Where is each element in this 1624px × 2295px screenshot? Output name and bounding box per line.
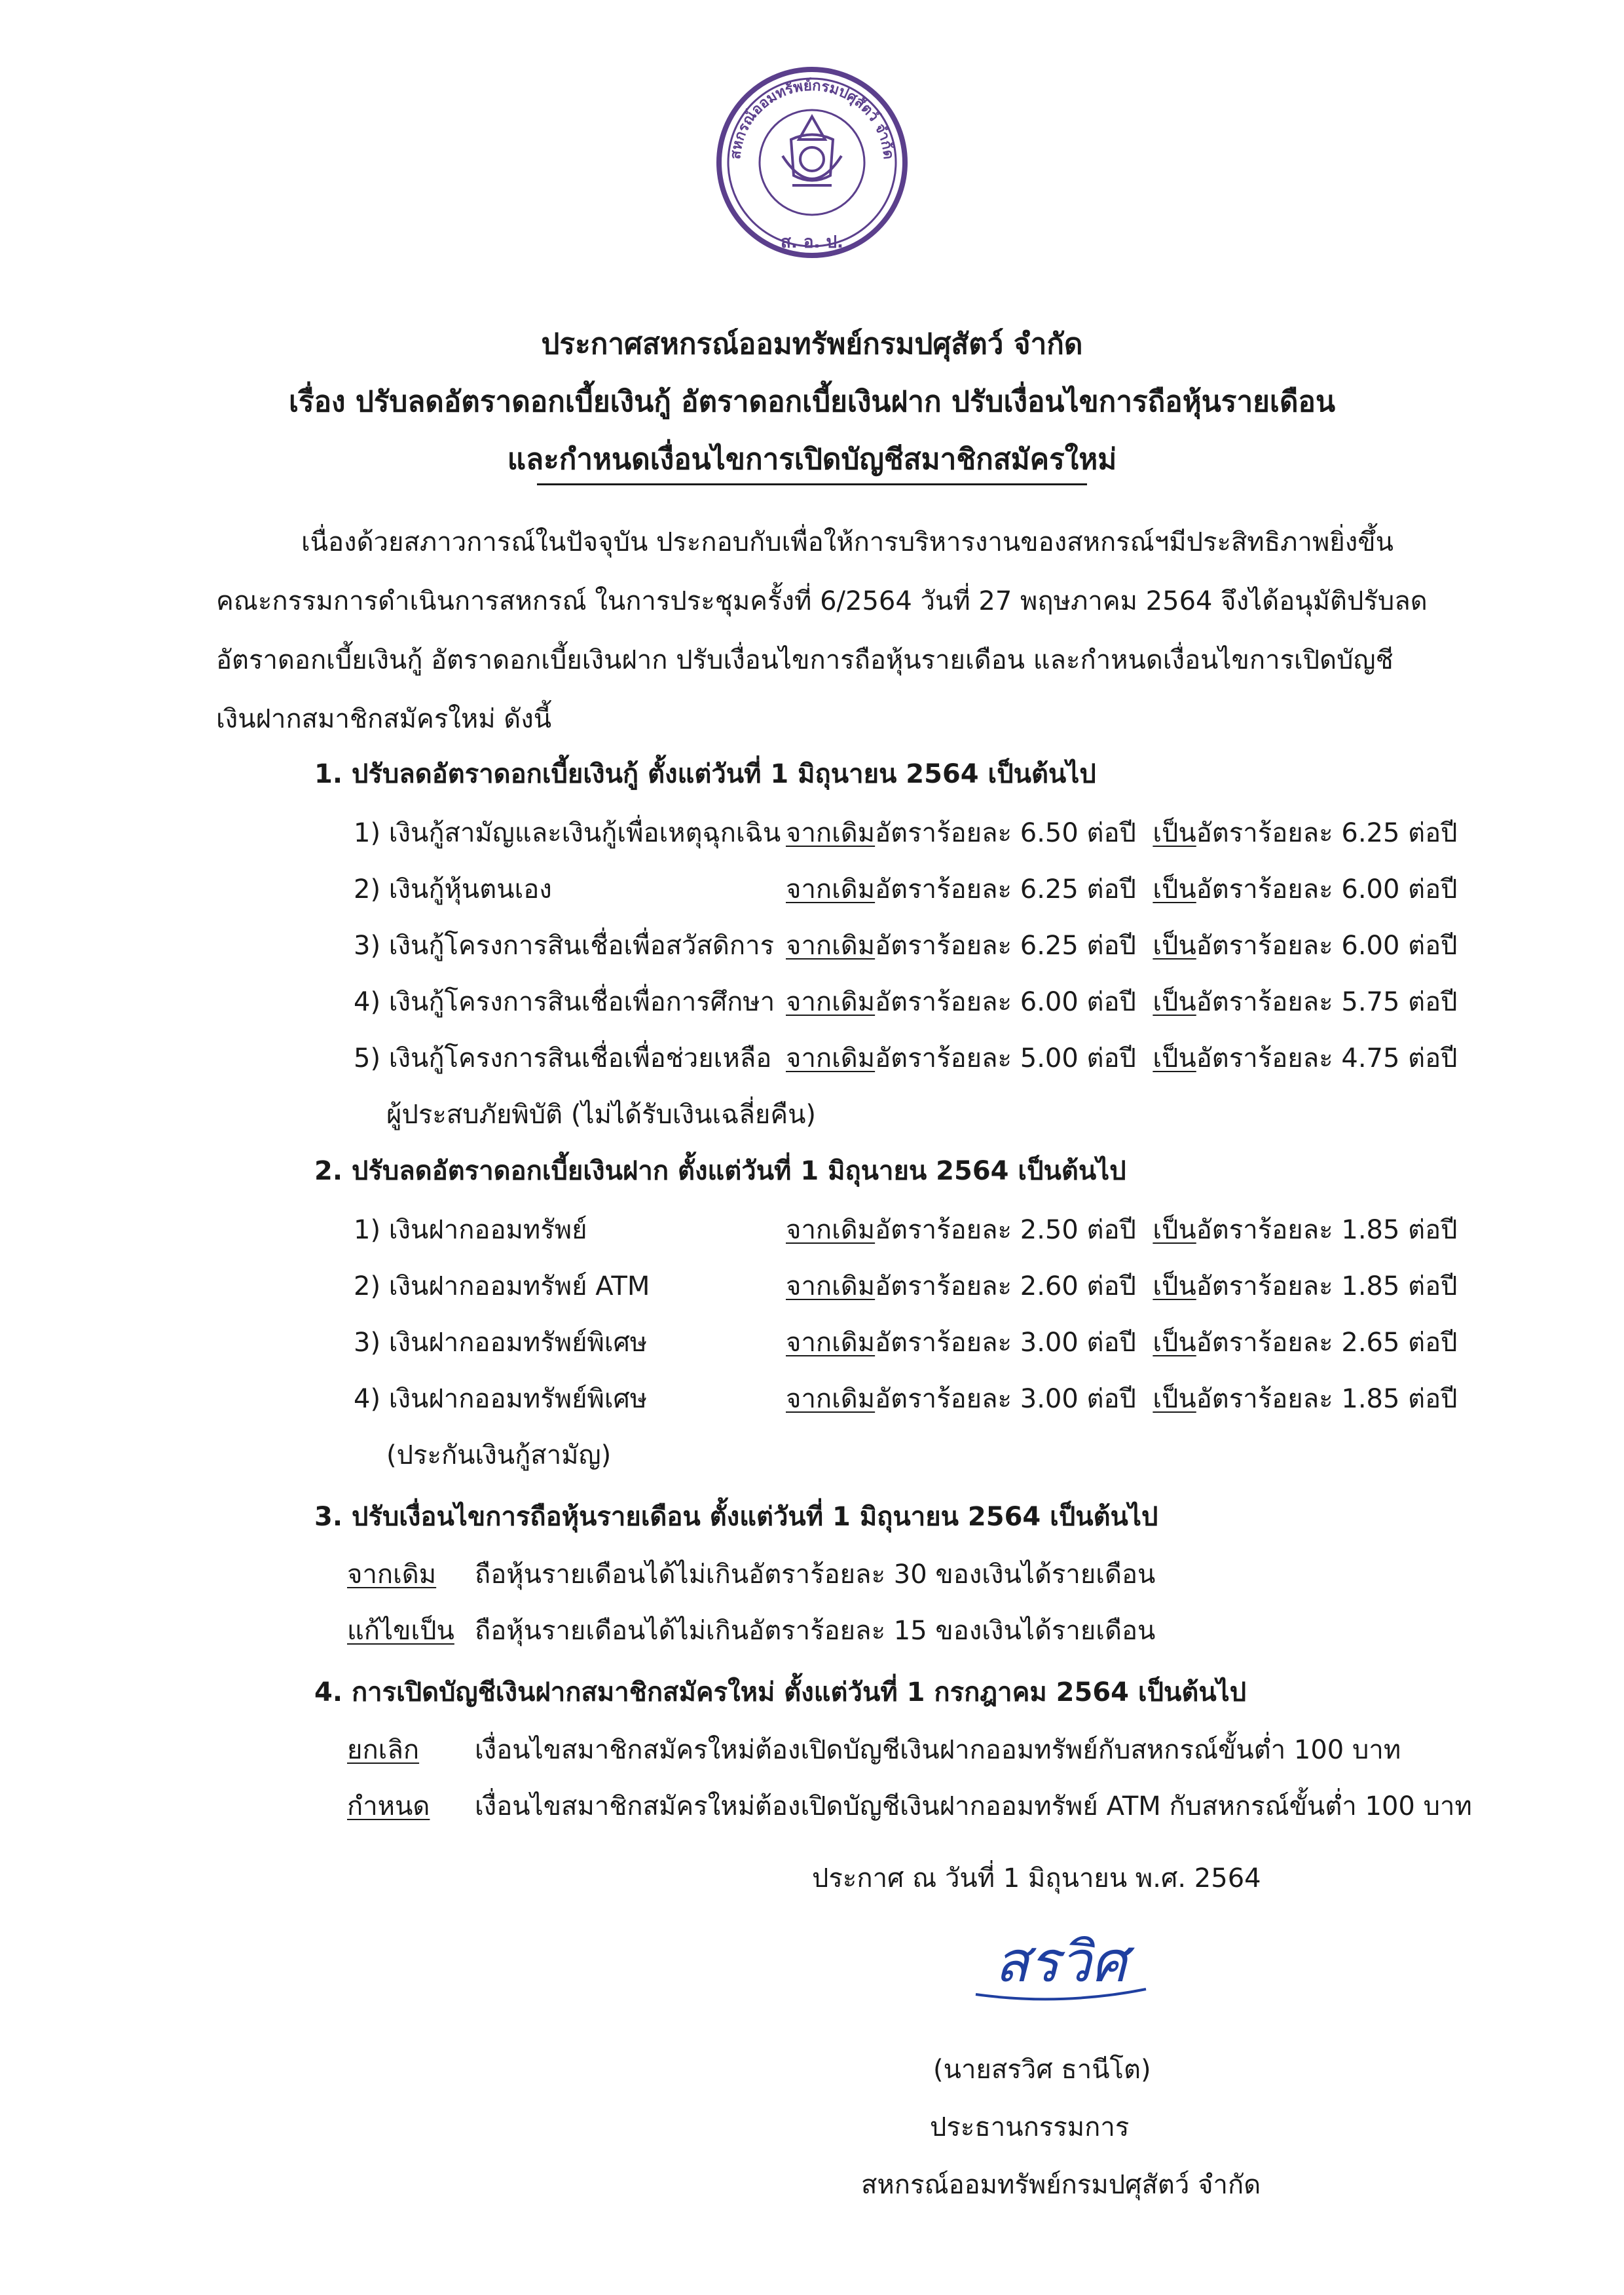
signature-image [950, 1916, 1172, 2014]
loan-item-name: 4) เงินกู้โครงการสินเชื่อเพื่อการศึกษา [354, 987, 775, 1017]
section2-heading: 2. ปรับลดอัตราดอกเบี้ยเงินฝาก ตั้งแต่วันที่ 1 มิถุนายน 2564 เป็นต้นไป [314, 1156, 1126, 1186]
section4-heading: 4. การเปิดบัญชีเงินฝากสมาชิกสมัครใหม่ ตั้งแต่วันที่ 1 กรกฎาคม 2564 เป็นต้นไป [314, 1677, 1247, 1707]
rate-change: จากเดิมอัตราร้อยละ 5.00 ต่อปี เป็นอัตราร้อยละ 4.75 ต่อปี [786, 1043, 1458, 1073]
deposit-item-name: 1) เงินฝากออมทรัพย์ [354, 1215, 587, 1245]
rate-change: จากเดิมอัตราร้อยละ 6.25 ต่อปี เป็นอัตราร้อยละ 6.00 ต่อปี [786, 931, 1458, 961]
condition-text-set: เงื่อนไขสมาชิกสมัครใหม่ต้องเปิดบัญชีเงินฝากออมทรัพย์ ATM กับสหกรณ์ขั้นต่ำ 100 บาท [475, 1791, 1472, 1821]
deposit-item-name: 2) เงินฝากออมทรัพย์ ATM [354, 1271, 650, 1301]
signer-position: ประธานกรรมการ [930, 2112, 1130, 2142]
seal-abbreviation: ส. อ. ป. [781, 233, 843, 252]
subject-line: เรื่อง ปรับลดอัตราดอกเบี้ยเงินกู้ อัตราดอกเบี้ยเงินฝาก ปรับเงื่อนไขการถือหุ้นรายเดือน [288, 385, 1336, 419]
condition-text-from: ถือหุ้นรายเดือนได้ไม่เกินอัตราร้อยละ 30 ของเงินได้รายเดือน [475, 1559, 1156, 1590]
section1-heading: 1. ปรับลดอัตราดอกเบี้ยเงินกู้ ตั้งแต่วันที่ 1 มิถุนายน 2564 เป็นต้นไป [314, 759, 1096, 789]
intro-line-1: เนื่องด้วยสภาวการณ์ในปัจจุบัน ประกอบกับเพื่อให้การบริหารงานของสหกรณ์ฯมีประสิทธิภาพยิ่งขึ้น [301, 527, 1393, 557]
deposit-item-name: 4) เงินฝากออมทรัพย์พิเศษ [354, 1384, 648, 1414]
rate-change: จากเดิมอัตราร้อยละ 3.00 ต่อปี เป็นอัตราร้อยละ 2.65 ต่อปี [786, 1328, 1458, 1358]
condition-text-to: ถือหุ้นรายเดือนได้ไม่เกินอัตราร้อยละ 15 ของเงินได้รายเดือน [475, 1616, 1156, 1646]
condition-label-cancel: ยกเลิก [347, 1735, 420, 1765]
condition-label-set: กำหนด [347, 1791, 430, 1821]
deposit-item-name: 3) เงินฝากออมทรัพย์พิเศษ [354, 1328, 648, 1358]
signer-name: (นายสรวิศ ธานีโต) [933, 2055, 1151, 2085]
rate-change: จากเดิมอัตราร้อยละ 6.25 ต่อปี เป็นอัตราร้อยละ 6.00 ต่อปี [786, 874, 1458, 905]
condition-text-cancel: เงื่อนไขสมาชิกสมัครใหม่ต้องเปิดบัญชีเงินฝากออมทรัพย์กับสหกรณ์ขั้นต่ำ 100 บาท [475, 1735, 1401, 1765]
loan-item-name: 2) เงินกู้หุ้นตนเอง [354, 874, 552, 905]
rate-change: จากเดิมอัตราร้อยละ 2.60 ต่อปี เป็นอัตราร้อยละ 1.85 ต่อปี [786, 1271, 1458, 1301]
loan-item-continuation: ผู้ประสบภัยพิบัติ (ไม่ได้รับเงินเฉลี่ยคืน) [386, 1100, 817, 1130]
announcement-date: ประกาศ ณ วันที่ 1 มิถุนายน พ.ศ. 2564 [812, 1863, 1261, 1894]
title-underline [537, 483, 1087, 485]
intro-line-4: เงินฝากสมาชิกสมัครใหม่ ดังนี้ [216, 704, 552, 734]
seal-ring-text: สหกรณ์ออมทรัพย์กรมปศุสัตว์ จำกัด [727, 77, 897, 160]
rate-change: จากเดิมอัตราร้อยละ 6.50 ต่อปี เป็นอัตราร้อยละ 6.25 ต่อปี [786, 818, 1458, 848]
intro-line-3: อัตราดอกเบี้ยเงินกู้ อัตราดอกเบี้ยเงินฝาก ปรับเงื่อนไขการถือหุ้นรายเดือน และกำหนดเงื่อนไขการเปิดบัญชี [216, 645, 1393, 675]
section3-heading: 3. ปรับเงื่อนไขการถือหุ้นรายเดือน ตั้งแต่วันที่ 1 มิถุนายน 2564 เป็นต้นไป [314, 1502, 1158, 1532]
condition-label-from: จากเดิม [347, 1559, 437, 1590]
loan-item-name: 1) เงินกู้สามัญและเงินกู้เพื่อเหตุฉุกเฉิน [354, 818, 781, 848]
signer-organization: สหกรณ์ออมทรัพย์กรมปศุสัตว์ จำกัด [861, 2170, 1261, 2200]
rate-change: จากเดิมอัตราร้อยละ 3.00 ต่อปี เป็นอัตราร้อยละ 1.85 ต่อปี [786, 1384, 1458, 1414]
seal-emblem-icon [783, 117, 841, 185]
loan-item-name: 3) เงินกู้โครงการสินเชื่อเพื่อสวัสดิการ [354, 931, 775, 961]
subject-line-continued: และกำหนดเงื่อนไขการเปิดบัญชีสมาชิกสมัครใหม่ [507, 443, 1117, 476]
rate-change: จากเดิมอัตราร้อยละ 6.00 ต่อปี เป็นอัตราร้อยละ 5.75 ต่อปี [786, 987, 1458, 1017]
deposit-item-continuation: (ประกันเงินกู้สามัญ) [386, 1440, 612, 1470]
rate-change: จากเดิมอัตราร้อยละ 2.50 ต่อปี เป็นอัตราร้อยละ 1.85 ต่อปี [786, 1215, 1458, 1245]
signature-text: สรวิศ [995, 1930, 1127, 1995]
cooperative-seal [714, 51, 910, 287]
loan-item-name: 5) เงินกู้โครงการสินเชื่อเพื่อช่วยเหลือ [354, 1043, 772, 1073]
announcement-title: ประกาศสหกรณ์ออมทรัพย์กรมปศุสัตว์ จำกัด [541, 327, 1083, 361]
condition-label-to: แก้ไขเป็น [347, 1616, 454, 1646]
intro-line-2: คณะกรรมการดำเนินการสหกรณ์ ในการประชุมครั้งที่ 6/2564 วันที่ 27 พฤษภาคม 2564 จึงได้อนุมัติปรับลด [216, 586, 1428, 616]
